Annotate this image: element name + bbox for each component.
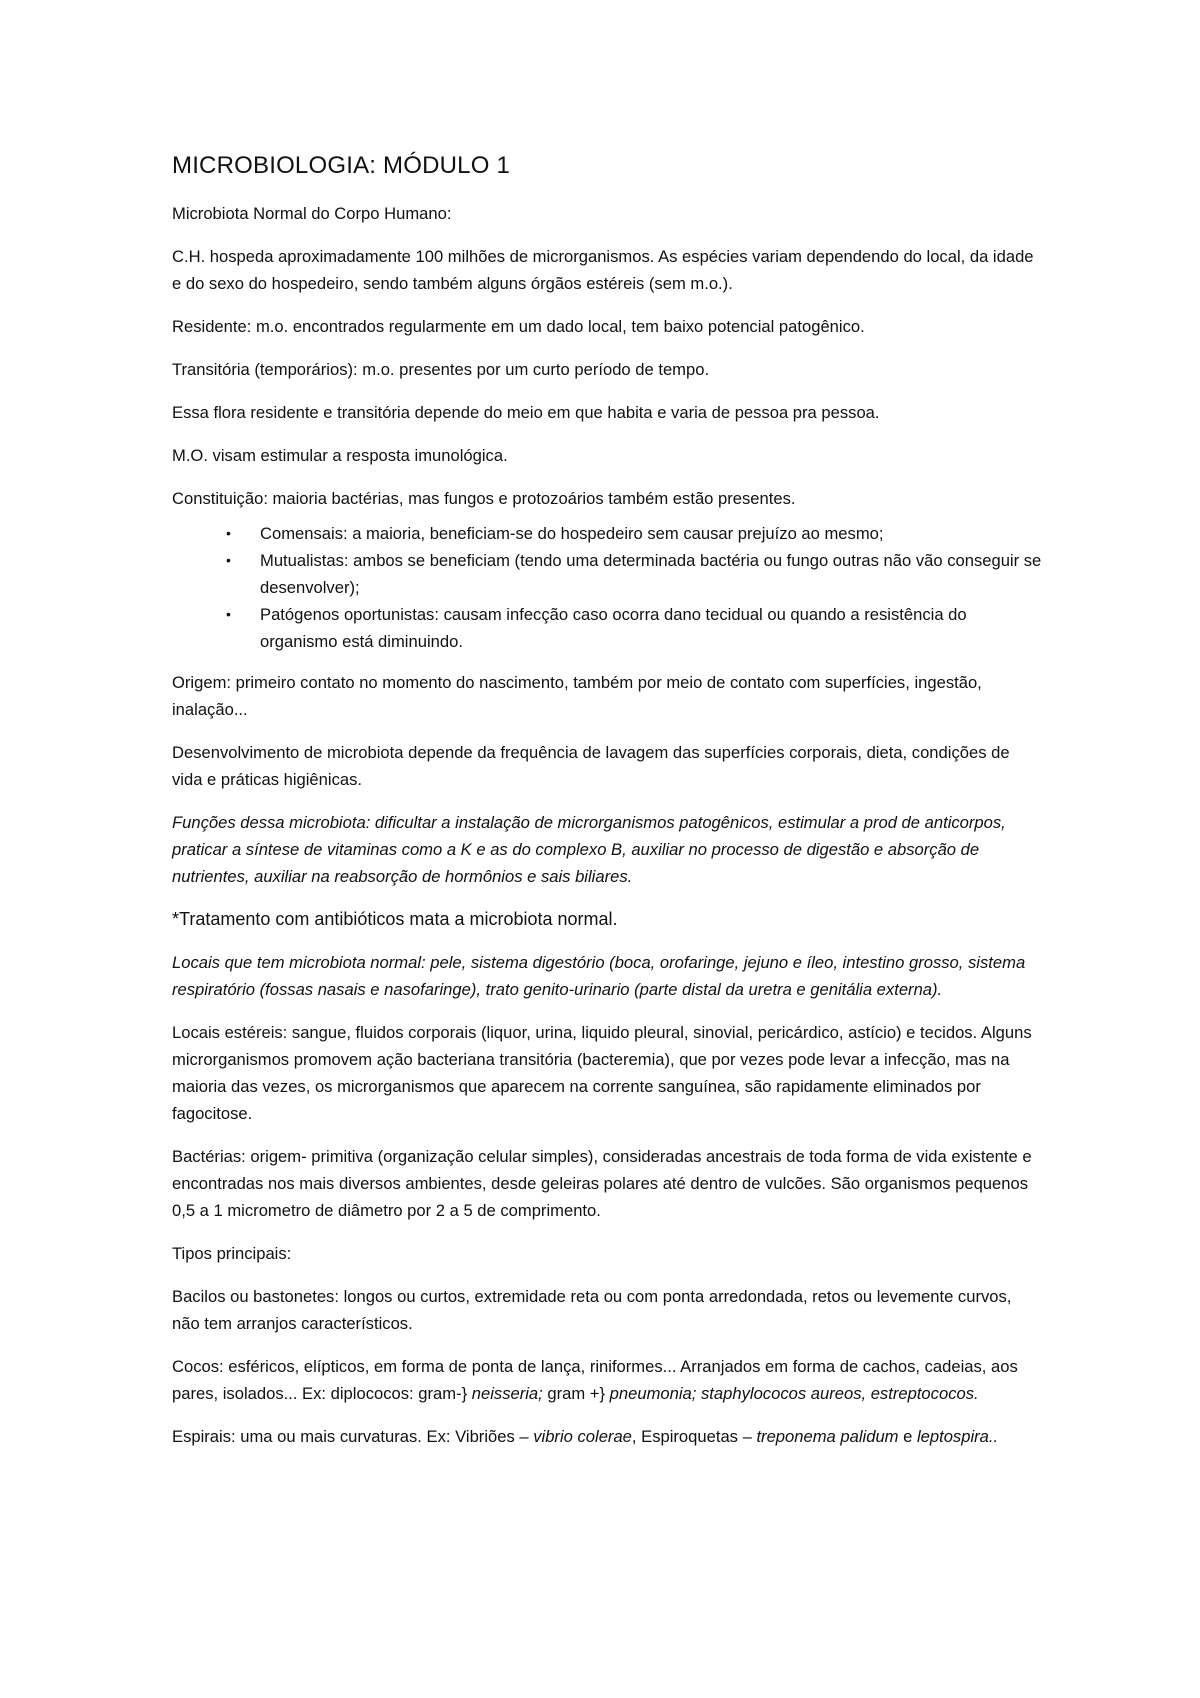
cocos-text-2: gram +} — [542, 1384, 610, 1403]
bullet-icon: • — [226, 552, 231, 568]
paragraph-bacterias: Bactérias: origem- primitiva (organização celular simples), consideradas ancestrais de toda forma de vida existente e encontradas nos mais diversos ambientes, desde geleiras polares até dentro de vulcões. São organismos pequenos 0,5 a 1 micrometro de diâmetro por 2 a 5 de comprimento. — [172, 1147, 1032, 1220]
bullet-icon: • — [226, 525, 231, 541]
paragraph-constituicao: Constituição: maioria bactérias, mas fungos e protozoários também estão presentes. — [172, 489, 796, 508]
paragraph-mo: M.O. visam estimular a resposta imunológica. — [172, 446, 508, 465]
paragraph-espirais — [172, 1423, 1042, 1450]
list-item — [220, 601, 1042, 655]
paragraph-cocos — [172, 1353, 1042, 1407]
paragraph-origem: Origem: primeiro contato no momento do nascimento, também por meio de contato com superfícies, ingestão, inalação... — [172, 673, 982, 719]
espirais-text-2: , Espiroquetas – — [631, 1427, 757, 1446]
list-item-text: Comensais: a maioria, beneficiam-se do hospedeiro sem causar prejuízo ao mesmo; — [260, 524, 884, 543]
list-item — [220, 520, 1042, 547]
document-page — [172, 140, 1042, 1466]
paragraph-transitoria: Transitória (temporários): m.o. presentes por um curto período de tempo. — [172, 360, 710, 379]
list-item — [220, 547, 1042, 601]
list-item-text: Patógenos oportunistas: causam infecção caso ocorra dano tecidual ou quando a resistência do organismo está diminuindo. — [260, 605, 967, 651]
paragraph-desenvolvimento: Desenvolvimento de microbiota depende da frequência de lavagem das superfícies corporais, dieta, condições de vida e práticas higiênicas. — [172, 743, 1010, 789]
espirais-italic-1: vibrio colerae — [533, 1427, 632, 1446]
espirais-text-3: e — [898, 1427, 917, 1446]
bullet-icon: • — [226, 606, 231, 622]
paragraph-hospeda: C.H. hospeda aproximadamente 100 milhões de microrganismos. As espécies variam dependendo do local, da idade e do sexo do hospedeiro, sendo também alguns órgãos estéreis (sem m.o.). — [172, 247, 1034, 293]
espirais-italic-3: leptospira.. — [916, 1427, 999, 1446]
paragraph-tratamento: *Tratamento com antibióticos mata a microbiota normal. — [172, 909, 618, 929]
document-title: MICROBIOLOGIA: MÓDULO 1 — [172, 152, 510, 179]
paragraph-bacilos: Bacilos ou bastonetes: longos ou curtos, extremidade reta ou com ponta arredondada, retos ou levemente curvos, não tem arranjos característicos. — [172, 1287, 1012, 1333]
section-heading: Microbiota Normal do Corpo Humano: — [172, 204, 452, 223]
paragraph-residente: Residente: m.o. encontrados regularmente em um dado local, tem baixo potencial patogênico. — [172, 317, 865, 336]
cocos-italic-1: neisseria; — [471, 1384, 543, 1403]
cocos-text-1: Cocos: esféricos, elípticos, em forma de ponta de lança, riniformes... Arranjados em forma de cachos, cadeias, aos pares, isolados... Ex: diplococos: gram-} — [172, 1357, 1018, 1403]
paragraph-funcoes: Funções dessa microbiota: dificultar a instalação de microrganismos patogênicos, estimular a prod de anticorpos, praticar a síntese de vitaminas como a K e as do complexo B, auxiliar no processo de digestão e absorção de nutrientes, auxiliar na reabsorção de hormônios e sais biliares. — [172, 813, 1006, 886]
paragraph-locais-normal: Locais que tem microbiota normal: pele, sistema digestório (boca, orofaringe, jejuno e íleo, intestino grosso, sistema respiratório (fossas nasais e nasofaringe), trato genito-urinario (parte distal da uretra e genitália externa). — [172, 953, 1026, 999]
paragraph-flora: Essa flora residente e transitória depende do meio em que habita e varia de pessoa pra pessoa. — [172, 403, 880, 422]
list-item-text: Mutualistas: ambos se beneficiam (tendo uma determinada bactéria ou fungo outras não vão conseguir se desenvolver); — [260, 551, 1042, 597]
cocos-italic-2: pneumonia; staphylococos aureos, estreptococos. — [609, 1384, 979, 1403]
paragraph-tipos: Tipos principais: — [172, 1244, 292, 1263]
espirais-italic-2: treponema palidum — [756, 1427, 899, 1446]
bullet-list — [172, 520, 1042, 655]
espirais-text-1: Espirais: uma ou mais curvaturas. Ex: Vibriões – — [172, 1427, 534, 1446]
paragraph-locais-estereis: Locais estéreis: sangue, fluidos corporais (liquor, urina, liquido pleural, sinovial, pericárdico, astício) e tecidos. Alguns microrganismos promovem ação bacteriana transitória (bacteremia), que por vezes pode levar a infecção, mas na maioria das vezes, os microrganismos que aparecem na corrente sanguínea, são rapidamente eliminados por fagocitose. — [172, 1023, 1032, 1123]
